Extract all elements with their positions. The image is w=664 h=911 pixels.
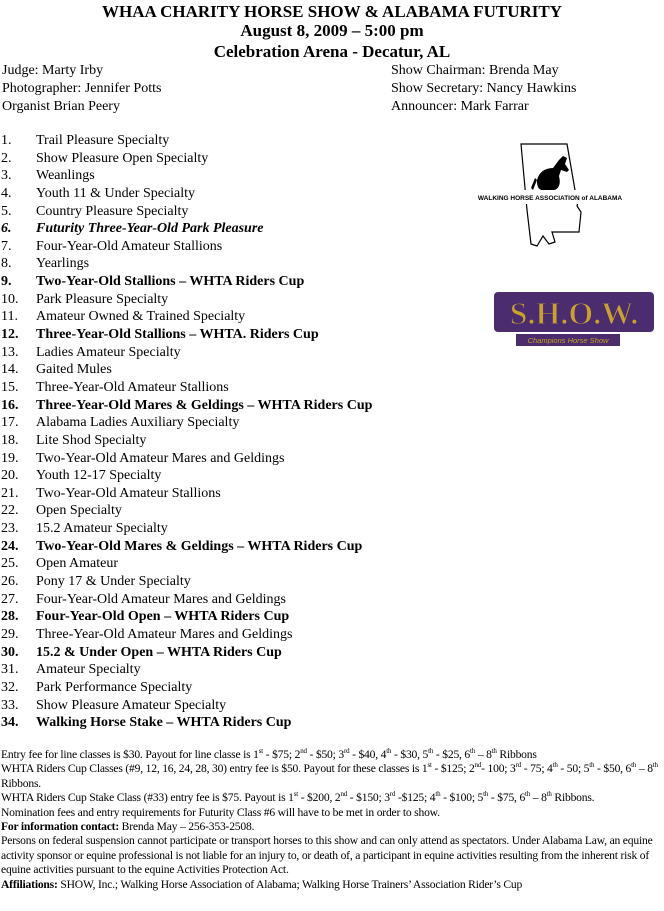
class-item bbox=[0, 467, 372, 485]
class-name: Park Pleasure Specialty bbox=[36, 291, 169, 307]
notes bbox=[1, 748, 661, 892]
class-name: Two-Year-Old Stallions – WHTA Riders Cup bbox=[36, 274, 305, 290]
show-venue: Celebration Arena - Decatur, AL bbox=[213, 42, 451, 61]
class-item bbox=[0, 255, 372, 273]
class-name: Amateur Specialty bbox=[36, 662, 141, 678]
show-secretary: Show Secretary: Nancy Hawkins bbox=[391, 81, 577, 96]
class-name: Show Pleasure Open Specialty bbox=[36, 150, 209, 166]
class-name: Two-Year-Old Amateur Stallions bbox=[36, 485, 221, 501]
class-name: Weanlings bbox=[36, 168, 95, 184]
class-name: Pony 17 & Under Specialty bbox=[36, 574, 191, 590]
class-number: 3. bbox=[1, 168, 12, 184]
stake-note: WHTA Riders Cup Stake Class (#33) entry fee is $75. Payout is 1st - $200, 2nd - $150; 3rd -$125; 4th - $100; 5th - $75, 6th – 8th Ribbons. bbox=[1, 790, 595, 805]
class-name: Two-Year-Old Mares & Geldings – WHTA Riders Cup bbox=[36, 538, 363, 554]
affiliations-note bbox=[1, 878, 661, 892]
class-item bbox=[0, 291, 372, 309]
class-item bbox=[0, 520, 372, 538]
contact-label: For information contact: bbox=[1, 820, 119, 834]
affiliations-label: Affiliations: bbox=[1, 877, 58, 891]
photographer: Photographer: Jennifer Potts bbox=[2, 81, 162, 96]
class-item bbox=[0, 573, 372, 591]
class-number: 10. bbox=[1, 291, 19, 307]
staff-left bbox=[2, 62, 161, 116]
class-number: 1. bbox=[1, 133, 12, 148]
class-item bbox=[0, 432, 372, 450]
class-number: 30. bbox=[1, 644, 19, 660]
class-item bbox=[0, 538, 372, 556]
contact-value: Brenda May – 256-353-2508. bbox=[118, 820, 255, 834]
class-item bbox=[0, 326, 372, 344]
class-name: Show Pleasure Amateur Specialty bbox=[36, 697, 227, 713]
show-logo-subtitle: Champions Horse Show bbox=[527, 336, 609, 345]
class-item bbox=[0, 414, 372, 432]
class-number: 29. bbox=[1, 626, 19, 642]
contact-note bbox=[1, 820, 661, 834]
show-title: WHAA CHARITY HORSE SHOW & ALABAMA FUTURITY bbox=[101, 2, 562, 21]
class-number: 5. bbox=[1, 203, 12, 219]
class-list bbox=[0, 132, 372, 732]
affiliations-value: SHOW, Inc.; Walking Horse Association of Alabama; Walking Horse Trainers’ Association Rider’s Cup bbox=[57, 877, 523, 891]
class-number: 34. bbox=[1, 715, 19, 731]
class-item bbox=[0, 150, 372, 168]
class-item bbox=[0, 379, 372, 397]
show-logo bbox=[494, 290, 654, 352]
riders-cup-note: WHTA Riders Cup Classes (#9, 12, 16, 24, 28, 30) entry fee is $50. Payout for these classes is 1st - $125; 2nd- 100; 3rd - 75; 4th - 50; 5th - $50, 6th – 8th Ribbons. bbox=[1, 761, 658, 790]
announcer: Announcer: Mark Farrar bbox=[391, 99, 529, 114]
class-item bbox=[0, 308, 372, 326]
class-name: Three-Year-Old Mares & Geldings – WHTA Riders Cup bbox=[36, 397, 373, 413]
show-date: August 8, 2009 – 5:00 pm bbox=[240, 21, 424, 40]
class-number: 17. bbox=[1, 415, 19, 431]
class-number: 12. bbox=[1, 327, 19, 343]
class-item bbox=[0, 714, 372, 732]
class-item bbox=[0, 397, 372, 415]
class-item bbox=[0, 273, 372, 291]
line-fee-note: Entry fee for line classes is $30. Payout for line classe is 1st - $75; 2nd - $50; 3rd - $40, 4th - $30, 5th - $25, 6th – 8th Ribbons bbox=[1, 747, 537, 761]
class-name: Open Amateur bbox=[36, 556, 119, 572]
class-name: Open Specialty bbox=[36, 503, 122, 519]
class-item bbox=[0, 697, 372, 715]
class-name: Three-Year-Old Stallions – WHTA. Riders Cup bbox=[36, 327, 319, 343]
class-name: Four-Year-Old Amateur Stallions bbox=[36, 238, 223, 254]
class-number: 21. bbox=[1, 485, 19, 501]
class-item bbox=[0, 679, 372, 697]
class-number: 8. bbox=[1, 256, 12, 272]
class-name: 15.2 & Under Open – WHTA Riders Cup bbox=[36, 644, 282, 660]
class-item bbox=[0, 502, 372, 520]
class-name: Ladies Amateur Specialty bbox=[36, 344, 181, 360]
class-number: 13. bbox=[1, 344, 19, 360]
class-number: 28. bbox=[1, 609, 19, 625]
class-number: 33. bbox=[1, 697, 19, 713]
class-item bbox=[0, 608, 372, 626]
class-number: 18. bbox=[1, 432, 19, 448]
class-item bbox=[0, 167, 372, 185]
class-name: Alabama Ladies Auxiliary Specialty bbox=[36, 415, 240, 431]
class-name: Walking Horse Stake – WHTA Riders Cup bbox=[36, 715, 292, 731]
class-number: 27. bbox=[1, 591, 19, 607]
class-number: 6. bbox=[1, 221, 12, 237]
show-chairman: Show Chairman: Brenda May bbox=[391, 63, 559, 78]
class-item bbox=[0, 644, 372, 662]
class-number: 32. bbox=[1, 679, 19, 695]
class-name: Four-Year-Old Open – WHTA Riders Cup bbox=[36, 609, 290, 625]
class-number: 11. bbox=[1, 309, 18, 325]
class-name: Amateur Owned & Trained Specialty bbox=[36, 309, 246, 325]
class-number: 25. bbox=[1, 556, 19, 572]
class-item bbox=[0, 661, 372, 679]
judge: Judge: Marty Irby bbox=[2, 63, 104, 78]
class-name: Gaited Mules bbox=[36, 362, 112, 378]
class-item bbox=[0, 555, 372, 573]
class-name: Park Performance Specialty bbox=[36, 679, 193, 695]
class-item bbox=[0, 220, 372, 238]
class-name: Trail Pleasure Specialty bbox=[36, 133, 170, 148]
class-item bbox=[0, 591, 372, 609]
whaa-logo-text: WALKING HORSE ASSOCIATION of ALABAMA bbox=[477, 195, 623, 202]
class-number: 4. bbox=[1, 185, 12, 201]
class-number: 14. bbox=[1, 362, 19, 378]
class-name: Two-Year-Old Amateur Mares and Geldings bbox=[36, 450, 285, 466]
class-number: 16. bbox=[1, 397, 19, 413]
class-number: 26. bbox=[1, 574, 19, 590]
class-name: Yearlings bbox=[36, 256, 90, 272]
suspension-note: Persons on federal suspension cannot participate or transport horses to this show and can only attend as spectators. Under Alabama Law, an equine activity sponsor or equine professional is not liable for an injury to, or death of, a participant in equine activities resulting from the inherent risk of equine activities pursuant to the equine Activities Protection Act. bbox=[1, 834, 653, 877]
class-number: 20. bbox=[1, 468, 19, 484]
class-item bbox=[0, 344, 372, 362]
class-number: 7. bbox=[1, 238, 12, 254]
class-item bbox=[0, 485, 372, 503]
class-name: Three-Year-Old Amateur Mares and Geldings bbox=[36, 626, 293, 642]
class-number: 19. bbox=[1, 450, 19, 466]
class-name: Youth 12-17 Specialty bbox=[36, 468, 162, 484]
nomination-note: Nomination fees and entry requirements for Futurity Class #6 will have to be met in order to show. bbox=[1, 805, 440, 819]
class-number: 24. bbox=[1, 538, 19, 554]
class-name: Four-Year-Old Amateur Mares and Geldings bbox=[36, 591, 286, 607]
organist: Organist Brian Peery bbox=[2, 99, 120, 114]
class-number: 15. bbox=[1, 379, 19, 395]
class-item bbox=[0, 238, 372, 256]
class-name: Futurity Three-Year-Old Park Pleasure bbox=[36, 221, 264, 237]
whaa-logo bbox=[477, 140, 623, 250]
class-name: Three-Year-Old Amateur Stallions bbox=[36, 379, 229, 395]
class-number: 31. bbox=[1, 662, 19, 678]
class-number: 22. bbox=[1, 503, 19, 519]
class-name: Country Pleasure Specialty bbox=[36, 203, 189, 219]
class-item bbox=[0, 185, 372, 203]
class-name: Lite Shod Specialty bbox=[36, 432, 147, 448]
class-item bbox=[0, 450, 372, 468]
show-logo-text: S.H.O.W. bbox=[509, 295, 639, 331]
class-item bbox=[0, 626, 372, 644]
class-item bbox=[0, 361, 372, 379]
class-name: Youth 11 & Under Specialty bbox=[36, 185, 196, 201]
class-number: 23. bbox=[1, 521, 19, 537]
class-number: 9. bbox=[1, 274, 12, 290]
class-name: 15.2 Amateur Specialty bbox=[36, 521, 168, 537]
class-number: 2. bbox=[1, 150, 12, 166]
staff-right bbox=[391, 62, 576, 116]
class-item bbox=[0, 132, 372, 150]
class-item bbox=[0, 203, 372, 221]
